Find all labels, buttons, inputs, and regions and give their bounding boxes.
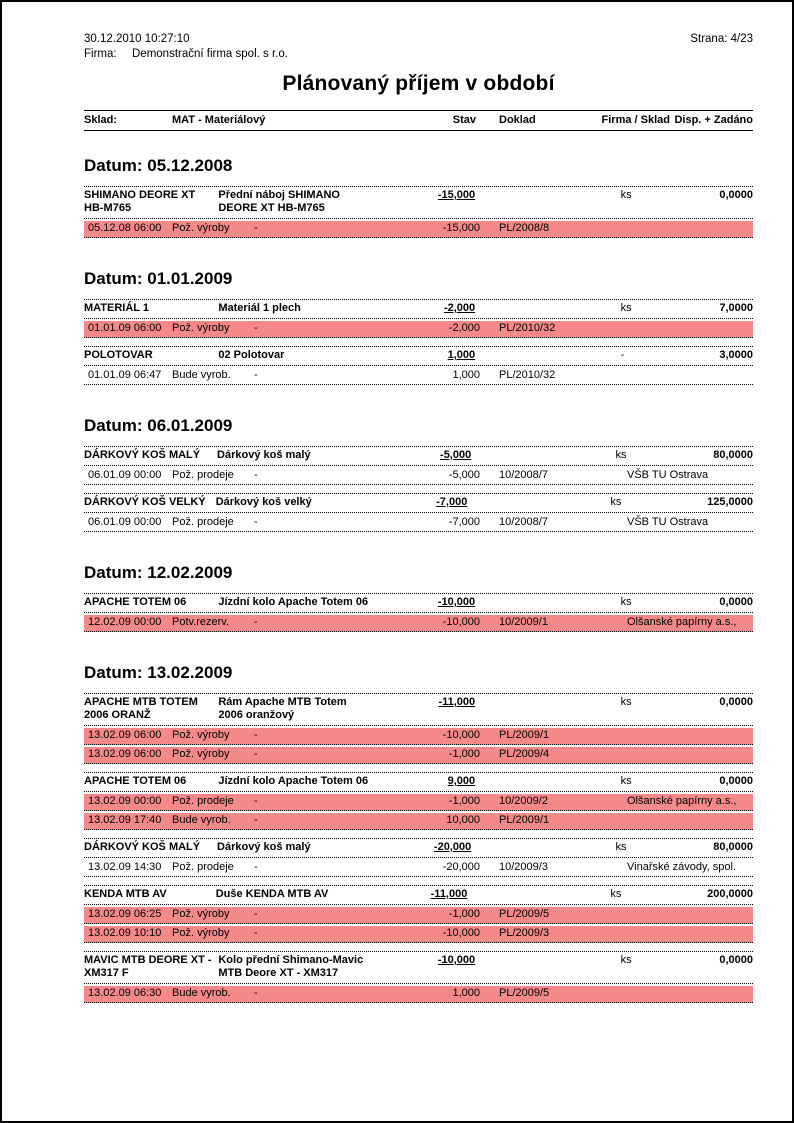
item-unit: ks (620, 596, 632, 608)
item-doklad (494, 302, 612, 315)
row-qty: -1,000 (448, 748, 480, 760)
item-name: Materiál 1 plech (218, 302, 301, 314)
detail-rows (84, 907, 753, 943)
item-disp: 0,0000 (719, 596, 754, 608)
item-row (84, 693, 753, 726)
row-status: Pož. výroby (172, 908, 230, 920)
item-disp: 80,0000 (713, 841, 753, 853)
row-datetime: 05.12.08 06:00 (88, 222, 162, 234)
row-doklad: PL/2010/32 (499, 369, 556, 381)
row-datetime: 01.01.09 06:00 (88, 322, 162, 334)
meta-header (84, 32, 753, 46)
report-body (84, 155, 753, 1003)
item-code: POLOTOVAR (84, 349, 153, 361)
section-items (84, 299, 753, 385)
row-dash: - (254, 987, 258, 999)
detail-row (84, 728, 753, 745)
detail-row (84, 515, 753, 532)
row-dash: - (254, 369, 258, 381)
row-datetime: 13.02.09 06:25 (88, 908, 162, 920)
item-doklad (494, 696, 612, 722)
item-stav: -15,000 (437, 189, 476, 201)
row-status: Pož. prodeje (172, 516, 234, 528)
date-heading: Datum: 06.01.2009 (84, 416, 233, 435)
row-datetime: 13.02.09 17:40 (88, 814, 162, 826)
row-qty: 10,000 (446, 814, 480, 826)
detail-rows (84, 860, 753, 877)
item-row (84, 346, 753, 366)
row-datetime: 13.02.09 00:00 (88, 795, 162, 807)
row-doklad: 10/2009/3 (499, 861, 548, 873)
row-datetime: 13.02.09 06:00 (88, 729, 162, 741)
page-number: Strana: 4/23 (690, 33, 753, 45)
row-status: Pož. prodeje (172, 795, 234, 807)
item-doklad (494, 349, 612, 362)
item-row (84, 299, 753, 319)
item-doklad (490, 841, 607, 854)
item-disp: 125,0000 (707, 496, 753, 508)
row-firma: VŠB TU Ostrava (627, 469, 709, 481)
column-disp-zadano: Disp. + Zadáno (674, 114, 753, 126)
row-status: Bude vyrob. (172, 987, 231, 999)
row-firma: Vinařské závody, spol. (627, 861, 737, 873)
item-stav: -7,000 (436, 496, 468, 508)
column-sklad-label: Sklad: (84, 114, 118, 126)
item-group (84, 446, 753, 485)
date-section (84, 155, 753, 238)
row-dash: - (254, 322, 258, 334)
row-dash: - (254, 748, 258, 760)
item-unit: ks (615, 449, 627, 461)
item-doklad (494, 189, 612, 215)
item-disp: 200,0000 (707, 888, 753, 900)
detail-rows (84, 615, 753, 632)
row-datetime: 13.02.09 14:30 (88, 861, 162, 873)
row-datetime: 13.02.09 10:10 (88, 927, 162, 939)
detail-rows (84, 794, 753, 830)
column-firma-sklad: Firma / Sklad (601, 114, 670, 126)
row-datetime: 13.02.09 06:30 (88, 987, 162, 999)
row-firma: Olšanské papírny a.s., (627, 616, 737, 628)
row-doklad: PL/2009/1 (499, 814, 550, 826)
item-group (84, 593, 753, 632)
row-firma (627, 908, 753, 921)
date-heading: Datum: 13.02.2009 (84, 663, 233, 682)
row-dash: - (254, 616, 258, 628)
item-unit: ks (610, 888, 622, 900)
row-status: Pož. výroby (172, 729, 230, 741)
item-unit: ks (620, 302, 632, 314)
item-stav: 1,000 (447, 349, 476, 361)
item-unit: ks (620, 954, 632, 966)
item-code: KENDA MTB AV (84, 888, 167, 900)
row-dash: - (254, 516, 258, 528)
row-qty: -2,000 (448, 322, 480, 334)
item-code: MATERIÁL 1 (84, 302, 149, 314)
row-firma: VŠB TU Ostrava (627, 516, 709, 528)
row-dash: - (254, 814, 258, 826)
row-status: Pož. prodeje (172, 469, 234, 481)
section-items (84, 693, 753, 1003)
item-disp: 3,0000 (719, 349, 754, 361)
row-doklad: 10/2008/7 (499, 469, 548, 481)
report-title: Plánovaný příjem v období (282, 72, 555, 95)
detail-row (84, 813, 753, 830)
item-group (84, 885, 753, 943)
detail-rows (84, 368, 753, 385)
row-qty: -1,000 (448, 795, 480, 807)
item-name: 02 Polotovar (218, 349, 285, 361)
item-row (84, 885, 753, 905)
item-row (84, 838, 753, 858)
date-section (84, 662, 753, 1003)
row-status: Pož. výroby (172, 748, 230, 760)
item-group (84, 951, 753, 1003)
row-doklad: 10/2009/2 (499, 795, 548, 807)
row-firma (627, 729, 753, 742)
section-items (84, 186, 753, 238)
section-items (84, 593, 753, 632)
item-unit: ks (620, 696, 632, 708)
row-status: Pož. prodeje (172, 861, 234, 873)
item-group (84, 838, 753, 877)
row-status: Bude vyrob. (172, 814, 231, 826)
detail-row (84, 615, 753, 632)
item-unit: ks (620, 775, 632, 787)
row-doklad: 10/2008/7 (499, 516, 548, 528)
item-group (84, 186, 753, 238)
row-doklad: PL/2009/4 (499, 748, 550, 760)
item-name: Jízdní kolo Apache Totem 06 (218, 596, 369, 608)
row-qty: -10,000 (442, 729, 480, 741)
print-timestamp: 30.12.2010 10:27:10 (84, 33, 190, 45)
item-stav: -11,000 (430, 888, 468, 900)
row-firma (627, 322, 753, 335)
item-name: Přední náboj SHIMANO DEORE XT HB-M765 (218, 189, 340, 214)
row-datetime: 12.02.09 00:00 (88, 616, 162, 628)
item-disp: 0,0000 (719, 696, 754, 708)
column-stav: Stav (452, 114, 476, 126)
date-section (84, 415, 753, 532)
row-datetime: 06.01.09 00:00 (88, 469, 162, 481)
item-code: MAVIC MTB DEORE XT - XM317 F (84, 954, 212, 979)
date-section (84, 268, 753, 385)
row-dash: - (254, 222, 258, 234)
detail-row (84, 321, 753, 338)
row-firma (627, 748, 753, 761)
row-qty: -5,000 (448, 469, 480, 481)
detail-row (84, 468, 753, 485)
item-unit: ks (610, 496, 622, 508)
item-row (84, 493, 753, 513)
detail-row (84, 907, 753, 924)
item-unit: ks (615, 841, 627, 853)
item-name: Dárkový koš malý (217, 841, 311, 853)
row-qty: -7,000 (448, 516, 480, 528)
row-doklad: PL/2008/8 (499, 222, 550, 234)
row-doklad: PL/2010/32 (499, 322, 556, 334)
detail-row (84, 221, 753, 238)
item-group (84, 299, 753, 338)
item-stav: -5,000 (440, 449, 472, 461)
item-disp: 7,0000 (719, 302, 754, 314)
column-header-band (84, 110, 753, 131)
item-name: Dárkový koš velký (215, 496, 312, 508)
detail-row (84, 747, 753, 764)
item-row (84, 772, 753, 792)
item-code: SHIMANO DEORE XT HB-M765 (84, 189, 196, 214)
row-firma (627, 369, 753, 382)
company-label: Firma: (84, 48, 117, 60)
date-heading: Datum: 12.02.2009 (84, 563, 233, 582)
row-doklad: 10/2009/1 (499, 616, 548, 628)
row-qty: 1,000 (452, 369, 480, 381)
column-doklad: Doklad (499, 114, 536, 126)
item-code: APACHE MTB TOTEM 2006 ORANŽ (84, 696, 198, 721)
item-code: APACHE TOTEM 06 (84, 596, 187, 608)
item-disp: 0,0000 (719, 189, 754, 201)
date-heading: Datum: 05.12.2008 (84, 156, 233, 175)
date-section (84, 562, 753, 632)
row-firma (627, 222, 753, 235)
row-dash: - (254, 795, 258, 807)
item-name: Rám Apache MTB Totem 2006 oranžový (218, 696, 347, 721)
row-status: Pož. výroby (172, 322, 230, 334)
item-row (84, 593, 753, 613)
item-stav: -11,000 (438, 696, 476, 708)
row-dash: - (254, 729, 258, 741)
item-name: Duše KENDA MTB AV (215, 888, 329, 900)
row-qty: -15,000 (442, 222, 480, 234)
item-row (84, 186, 753, 219)
column-sklad-value: MAT - Materiálový (172, 114, 266, 126)
detail-row (84, 794, 753, 811)
item-doklad (486, 888, 602, 901)
detail-rows (84, 468, 753, 485)
row-firma: Olšanské papírny a.s., (627, 795, 737, 807)
row-qty: -1,000 (448, 908, 480, 920)
item-disp: 0,0000 (719, 954, 754, 966)
row-status: Pož. výroby (172, 222, 230, 234)
row-doklad: PL/2009/1 (499, 729, 550, 741)
detail-rows (84, 515, 753, 532)
page-content (2, 2, 792, 1003)
item-doklad (490, 449, 607, 462)
detail-rows (84, 221, 753, 238)
row-doklad: PL/2009/3 (499, 927, 550, 939)
item-doklad (494, 954, 612, 980)
date-heading: Datum: 01.01.2009 (84, 269, 233, 288)
item-name: Kolo přední Shimano-Mavic MTB Deore XT - XM317 (218, 954, 364, 979)
item-row (84, 446, 753, 466)
row-qty: 1,000 (452, 987, 480, 999)
detail-rows (84, 986, 753, 1003)
row-status: Bude vyrob. (172, 369, 231, 381)
item-group (84, 772, 753, 830)
item-group (84, 346, 753, 385)
company-name: Demonstrační firma spol. s r.o. (132, 48, 288, 60)
detail-row (84, 860, 753, 877)
item-doklad (494, 596, 612, 609)
row-dash: - (254, 469, 258, 481)
row-dash: - (254, 908, 258, 920)
detail-rows (84, 321, 753, 338)
item-disp: 0,0000 (719, 775, 754, 787)
item-doklad (486, 496, 602, 509)
item-stav: -2,000 (443, 302, 476, 314)
row-datetime: 13.02.09 06:00 (88, 748, 162, 760)
row-qty: -10,000 (442, 616, 480, 628)
item-unit: ks (620, 189, 632, 201)
item-code: DÁRKOVÝ KOŠ MALÝ (84, 449, 201, 461)
item-unit: - (620, 349, 625, 361)
row-status: Potv.rezerv. (172, 616, 230, 628)
detail-row (84, 926, 753, 943)
row-status: Pož. výroby (172, 927, 230, 939)
item-group (84, 493, 753, 532)
row-firma (627, 987, 753, 1000)
row-dash: - (254, 861, 258, 873)
item-disp: 80,0000 (713, 449, 753, 461)
row-datetime: 01.01.09 06:47 (88, 369, 162, 381)
row-firma (627, 927, 753, 940)
row-dash: - (254, 927, 258, 939)
item-code: APACHE TOTEM 06 (84, 775, 187, 787)
item-name: Dárkový koš malý (217, 449, 311, 461)
company-line (84, 47, 753, 61)
item-stav: 9,000 (447, 775, 476, 787)
detail-row (84, 368, 753, 385)
row-doklad: PL/2009/5 (499, 908, 550, 920)
item-row (84, 951, 753, 984)
item-code: DÁRKOVÝ KOŠ MALÝ (84, 841, 201, 853)
row-firma (627, 814, 753, 827)
row-qty: -10,000 (442, 927, 480, 939)
item-doklad (494, 775, 612, 788)
item-stav: -20,000 (433, 841, 472, 853)
detail-rows (84, 728, 753, 764)
item-code: DÁRKOVÝ KOŠ VELKÝ (84, 496, 206, 508)
item-group (84, 693, 753, 764)
item-stav: -10,000 (437, 954, 476, 966)
item-stav: -10,000 (437, 596, 476, 608)
section-items (84, 446, 753, 532)
detail-row (84, 986, 753, 1003)
row-doklad: PL/2009/5 (499, 987, 550, 999)
row-datetime: 06.01.09 00:00 (88, 516, 162, 528)
item-name: Jízdní kolo Apache Totem 06 (218, 775, 369, 787)
row-qty: -20,000 (442, 861, 480, 873)
